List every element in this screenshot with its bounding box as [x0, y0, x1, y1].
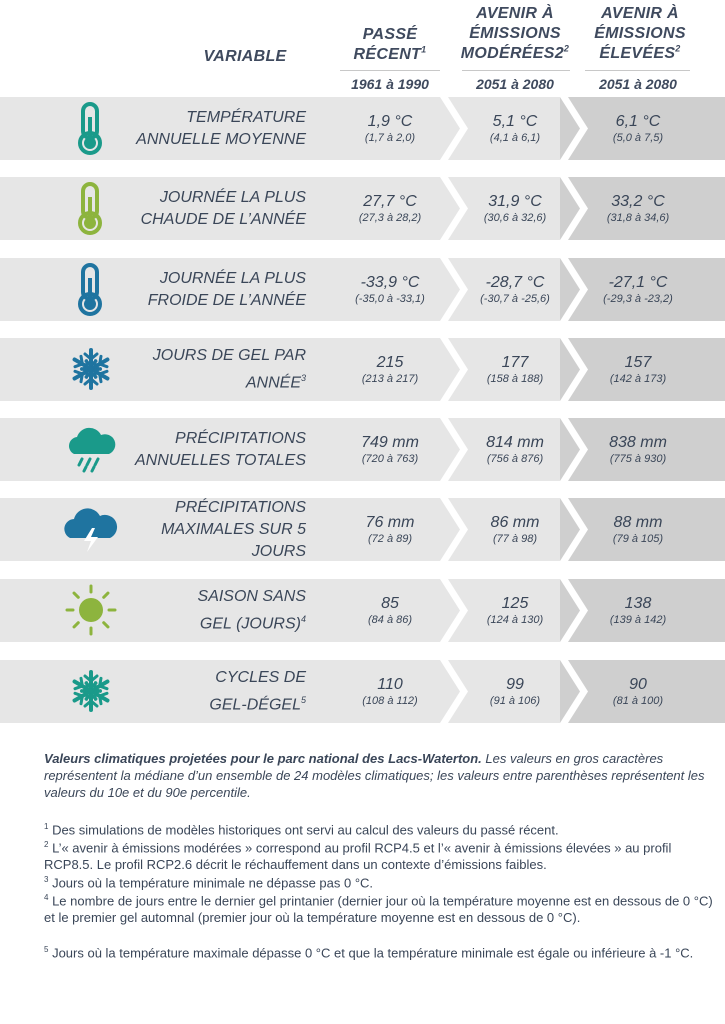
header-divider — [462, 70, 570, 71]
footnote-number: 4 — [44, 893, 49, 902]
variable-label-line: PRÉCIPITATIONS — [175, 429, 306, 447]
variable-label-line: JOURS DE GEL PAR — [152, 346, 306, 364]
median-value: 177 — [501, 353, 529, 371]
footnote-number: 3 — [44, 875, 49, 884]
footnote-text: Jours où la température maximale dépasse 0 °C et que la température minimale est égale ou inférieure à -1 °C. — [48, 945, 694, 961]
variable-label-line: CYCLES DE — [215, 668, 306, 686]
variable-label-line: JOURNÉE LA PLUS — [159, 269, 306, 287]
snowflake-icon — [62, 662, 120, 720]
variable-label-line: TEMPÉRATURE — [186, 108, 306, 126]
thermometer-icon — [62, 260, 120, 318]
sun-icon — [62, 581, 120, 639]
variable-label-line: CHAUDE DE L’ANNÉE — [140, 210, 306, 228]
footnote-number: 2 — [44, 840, 49, 849]
col-moderate-period: 2051 à 2080 — [476, 76, 554, 92]
rain-cloud-icon — [62, 420, 120, 478]
cell-high — [578, 97, 698, 160]
percentile-range: (72 à 89) — [367, 532, 413, 545]
table-row — [0, 97, 725, 160]
cell-high — [578, 177, 698, 240]
cell-moderate — [455, 177, 575, 240]
variable-label — [118, 418, 306, 481]
variable-label-line: ANNUELLE MOYENNE — [136, 130, 306, 148]
median-value: -27,1 °C — [608, 273, 668, 291]
caption-text: Les valeurs en gros caractères représentent la médiane d’un ensemble de 24 modèles climatiques; les valeurs entre parenthèses représentent les valeurs du 10e et du 90e percentile. — [44, 751, 705, 800]
variable-label-line: FROIDE DE L’ANNÉE — [147, 291, 306, 309]
cell-moderate — [455, 338, 575, 401]
footnote-2 — [44, 836, 720, 873]
median-value: 88 mm — [613, 513, 663, 531]
percentile-range: (-30,7 à -25,6) — [480, 292, 550, 305]
cell-high — [578, 338, 698, 401]
footnote-text: Des simulations de modèles historiques ont servi au calcul des valeurs du passé récent. — [48, 822, 559, 838]
col-moderate-line2: ÉMISSIONS — [469, 25, 561, 42]
percentile-range: (-35,0 à -33,1) — [355, 292, 425, 305]
storm-cloud-icon — [62, 500, 120, 558]
median-value: 27,7 °C — [363, 192, 417, 210]
cell-recent — [330, 177, 450, 240]
cell-moderate — [455, 258, 575, 321]
cell-high — [578, 660, 698, 723]
footnote-ref: 5 — [300, 694, 306, 705]
median-value: 125 — [501, 594, 529, 612]
table-row — [0, 498, 725, 561]
variable-label-line: GEL (JOURS) — [199, 615, 301, 633]
percentile-range: (720 à 763) — [361, 452, 419, 465]
col-high-header — [575, 4, 705, 64]
variable-label-line: SAISON SANS — [197, 587, 306, 605]
snowflake-icon — [62, 340, 120, 398]
median-value: 138 — [624, 594, 652, 612]
variable-label-line: PRÉCIPITATIONS — [175, 498, 306, 516]
cell-recent — [330, 660, 450, 723]
median-value: 76 mm — [365, 513, 415, 531]
variable-header: VARIABLE — [203, 48, 287, 65]
table-header — [0, 0, 725, 95]
footnote-ref: 1 — [421, 44, 427, 55]
median-value: 838 mm — [609, 433, 667, 451]
cell-recent — [330, 258, 450, 321]
table-row — [0, 338, 725, 401]
percentile-range: (158 à 188) — [486, 372, 544, 385]
median-value: 86 mm — [490, 513, 540, 531]
variable-label — [118, 498, 306, 561]
header-divider — [585, 70, 690, 71]
cell-moderate — [455, 418, 575, 481]
variable-label — [118, 579, 306, 642]
cell-recent — [330, 418, 450, 481]
percentile-range: (30,6 à 32,6) — [483, 211, 547, 224]
variable-label-line: JOURS — [251, 542, 306, 560]
table-row — [0, 177, 725, 240]
median-value: 215 — [376, 353, 404, 371]
percentile-range: (139 à 142) — [609, 613, 667, 626]
median-value: 110 — [377, 675, 403, 693]
footnote-5 — [44, 941, 720, 961]
percentile-range: (775 à 930) — [609, 452, 667, 465]
variable-label — [118, 660, 306, 723]
percentile-range: (77 à 98) — [492, 532, 538, 545]
cell-moderate — [455, 579, 575, 642]
percentile-range: (124 à 130) — [486, 613, 544, 626]
col-moderate-line1: AVENIR À — [476, 5, 554, 22]
variable-label — [118, 338, 306, 401]
col-high-line1: AVENIR À — [601, 5, 679, 22]
cell-recent — [330, 498, 450, 561]
col-moderate-header — [450, 4, 580, 64]
col-recent-header — [330, 25, 450, 65]
table-row — [0, 660, 725, 723]
footnote-text: L’« avenir à émissions modérées » correspond au profil RCP4.5 et l’« avenir à émissions élevées » au profil RCP8.5. Le profil RCP2.6 décrit le réchauffement dans un contexte d’émissions faibles. — [44, 840, 672, 873]
footnote-ref: 2 — [563, 43, 570, 54]
variable-label-line: JOURNÉE LA PLUS — [159, 188, 306, 206]
cell-moderate — [455, 498, 575, 561]
footnote-text: Jours où la température minimale ne dépasse pas 0 °C. — [48, 875, 374, 891]
median-value: 749 mm — [361, 433, 419, 451]
variable-label-line: ANNÉE — [245, 374, 301, 392]
cell-recent — [330, 338, 450, 401]
percentile-range: (31,8 à 34,6) — [606, 211, 670, 224]
table-row — [0, 258, 725, 321]
footnote-ref: 2 — [675, 43, 681, 54]
footnote-ref: 4 — [300, 613, 306, 624]
cell-high — [578, 418, 698, 481]
median-value: 33,2 °C — [611, 192, 665, 210]
col-high-line3: ÉLEVÉES — [599, 45, 676, 62]
cell-moderate — [455, 660, 575, 723]
median-value: -33,9 °C — [360, 273, 420, 291]
percentile-range: (756 à 876) — [486, 452, 544, 465]
variable-label — [118, 177, 306, 240]
percentile-range: (91 à 106) — [489, 694, 541, 707]
percentile-range: (4,1 à 6,1) — [489, 131, 541, 144]
col-recent-line2: RÉCENT — [353, 46, 422, 63]
percentile-range: (108 à 112) — [362, 694, 418, 707]
caption-title: Valeurs climatiques projetées pour le parc national des Lacs-Waterton. — [44, 751, 482, 766]
median-value: 85 — [381, 594, 399, 612]
col-recent-period: 1961 à 1990 — [351, 76, 429, 92]
variable-label-line: MAXIMALES SUR 5 — [161, 520, 306, 538]
footnote-number: 1 — [44, 822, 49, 831]
col-moderate-line3: MODÉRÉES2 — [460, 45, 564, 62]
footnote-text: Le nombre de jours entre le dernier gel printanier (dernier jour où la température moyenne est en dessous de 0 °C) et le premier gel automnal (premier jour où la température moyenne est en dessous de 0 °C). — [44, 893, 713, 926]
variable-label — [118, 97, 306, 160]
median-value: 6,1 °C — [615, 112, 661, 130]
header-divider — [340, 70, 440, 71]
variable-label — [118, 258, 306, 321]
percentile-range: (142 à 173) — [609, 372, 667, 385]
percentile-range: (5,0 à 7,5) — [612, 131, 664, 144]
median-value: 157 — [624, 353, 652, 371]
table-row — [0, 418, 725, 481]
variable-label-line: ANNUELLES TOTALES — [134, 451, 306, 469]
median-value: 814 mm — [486, 433, 544, 451]
cell-high — [578, 498, 698, 561]
percentile-range: (27,3 à 28,2) — [358, 211, 422, 224]
percentile-range: (-29,3 à -23,2) — [603, 292, 673, 305]
median-value: 99 — [506, 675, 524, 693]
cell-high — [578, 258, 698, 321]
footnote-ref: 3 — [300, 372, 306, 383]
col-high-line2: ÉMISSIONS — [594, 25, 686, 42]
percentile-range: (213 à 217) — [361, 372, 419, 385]
cell-recent — [330, 97, 450, 160]
cell-moderate — [455, 97, 575, 160]
thermometer-icon — [62, 99, 120, 157]
cell-high — [578, 579, 698, 642]
percentile-range: (84 à 86) — [367, 613, 413, 626]
median-value: 5,1 °C — [492, 112, 538, 130]
percentile-range: (81 à 100) — [612, 694, 664, 707]
median-value: 90 — [629, 675, 647, 693]
thermometer-icon — [62, 179, 120, 237]
median-value: 31,9 °C — [488, 192, 542, 210]
table-caption — [44, 750, 714, 801]
median-value: -28,7 °C — [485, 273, 545, 291]
percentile-range: (1,7 à 2,0) — [364, 131, 416, 144]
cell-recent — [330, 579, 450, 642]
median-value: 1,9 °C — [367, 112, 413, 130]
percentile-range: (79 à 105) — [612, 532, 664, 545]
footnote-number: 5 — [44, 945, 49, 954]
footnote-4 — [44, 889, 720, 926]
variable-label-line: GEL-DÉGEL — [209, 696, 301, 714]
col-high-period: 2051 à 2080 — [599, 76, 677, 92]
col-recent-line1: PASSÉ — [362, 26, 418, 43]
table-row — [0, 579, 725, 642]
